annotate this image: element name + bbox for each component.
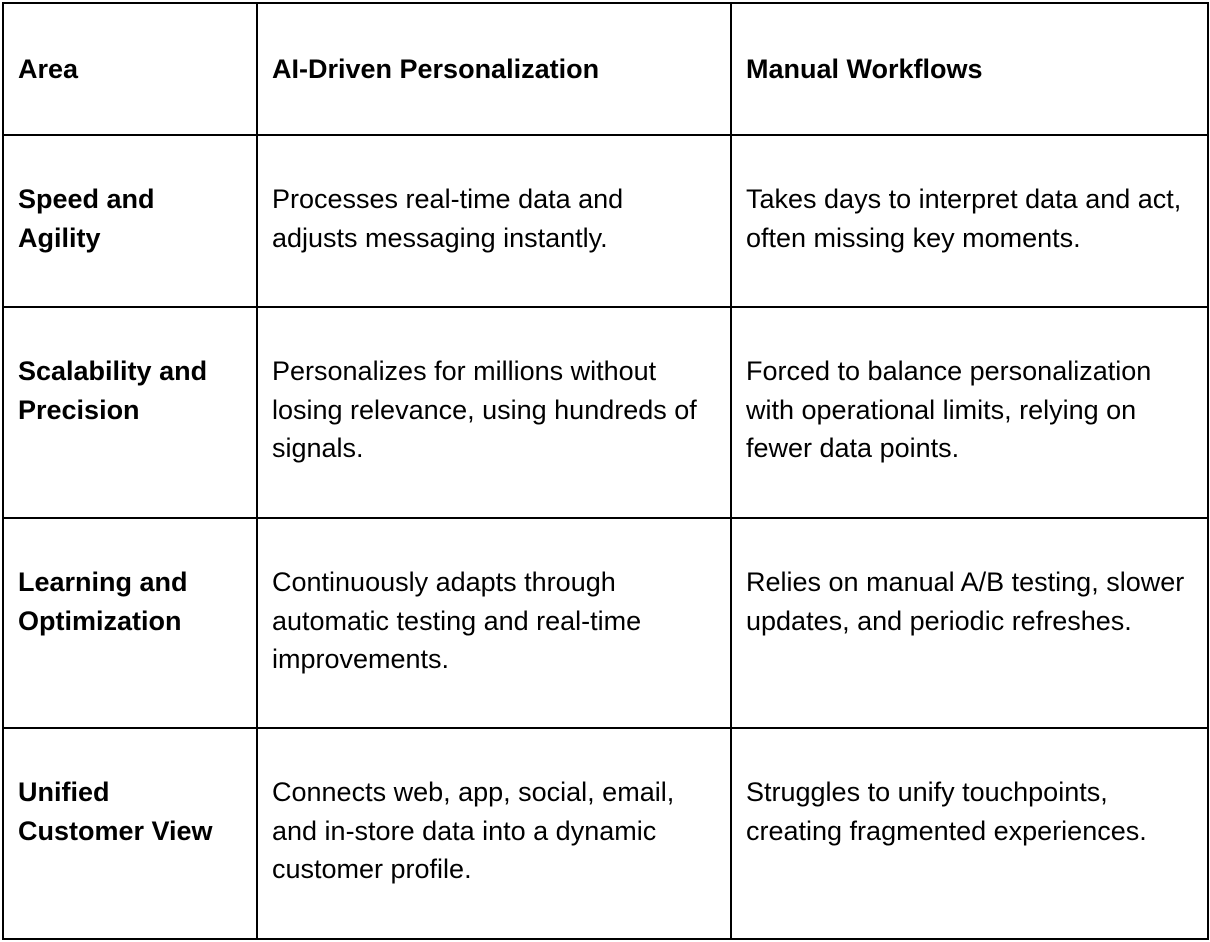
table-row [3, 518, 1208, 728]
header-ai-driven-personalization: AI-Driven Personalization [257, 3, 731, 135]
table-row [3, 728, 1208, 939]
row-area-speed-and-agility: Speed and Agility [3, 135, 257, 307]
table-header-row [3, 3, 1208, 135]
row-area-unified-customer-view: Unified Customer View [3, 728, 257, 939]
header-manual-workflows: Manual Workflows [731, 3, 1208, 135]
table-row [3, 307, 1208, 518]
cell-ai-unified-customer-view: Connects web, app, social, email, and in-store data into a dynamic customer profile. [257, 728, 731, 939]
cell-manual-unified-customer-view: Struggles to unify touchpoints, creating fragmented experiences. [731, 728, 1208, 939]
row-area-scalability-and-precision: Scalability and Precision [3, 307, 257, 518]
header-area: Area [3, 3, 257, 135]
cell-manual-speed-and-agility: Takes days to interpret data and act, often missing key moments. [731, 135, 1208, 307]
cell-ai-speed-and-agility: Processes real-time data and adjusts messaging instantly. [257, 135, 731, 307]
row-area-learning-and-optimization: Learning and Optimization [3, 518, 257, 728]
cell-ai-learning-and-optimization: Continuously adapts through automatic testing and real-time improvements. [257, 518, 731, 728]
cell-manual-scalability-and-precision: Forced to balance personalization with operational limits, relying on fewer data points. [731, 307, 1208, 518]
table-row [3, 135, 1208, 307]
comparison-table-container [2, 2, 1207, 938]
cell-manual-learning-and-optimization: Relies on manual A/B testing, slower updates, and periodic refreshes. [731, 518, 1208, 728]
comparison-table [2, 2, 1209, 940]
cell-ai-scalability-and-precision: Personalizes for millions without losing relevance, using hundreds of signals. [257, 307, 731, 518]
